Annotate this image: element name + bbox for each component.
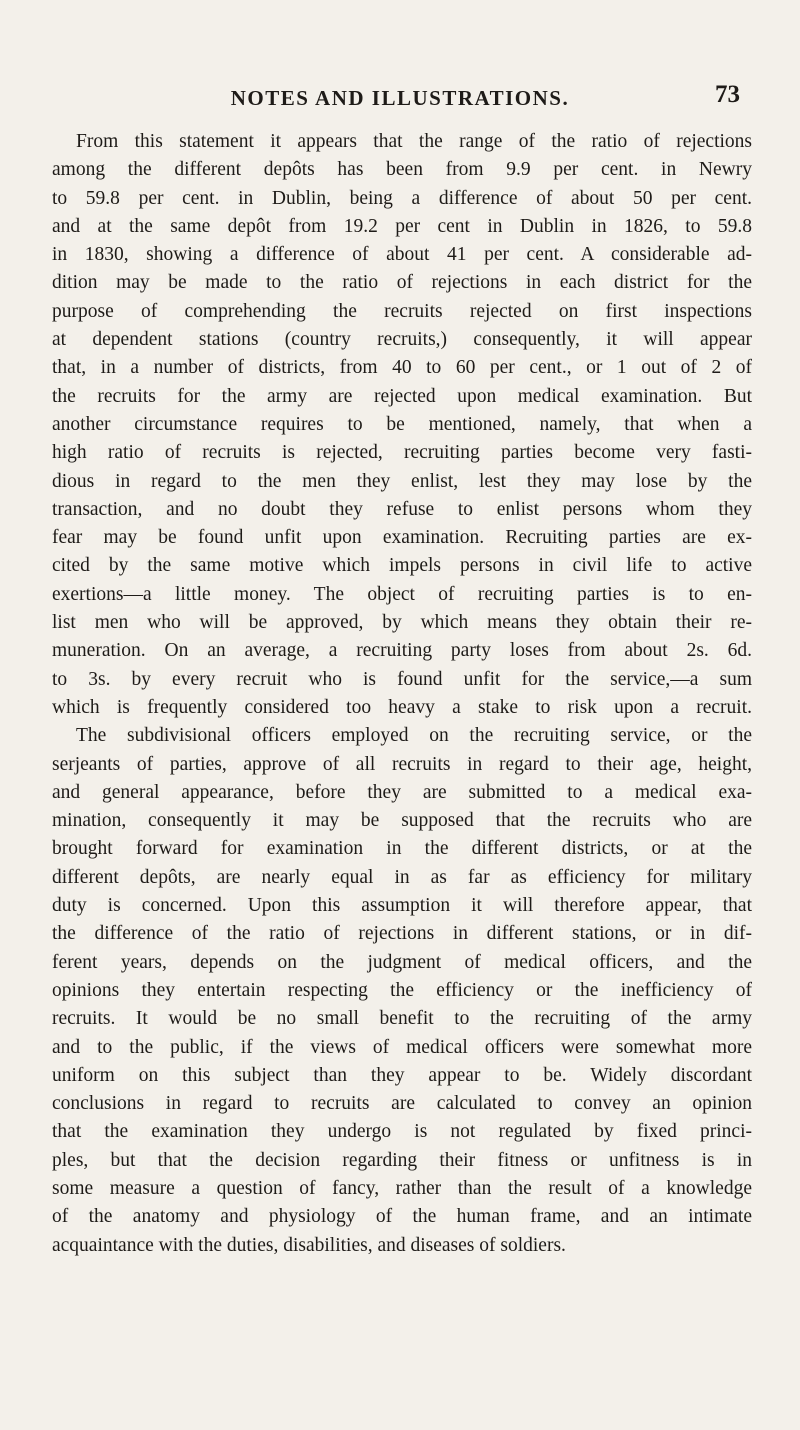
text-line: and to the public, if the views of medical officers were somewhat more bbox=[52, 1036, 752, 1058]
text-line: high ratio of recruits is rejected, recruiting parties become very fasti- bbox=[52, 442, 752, 464]
text-line: ples, but that the decision regarding their fitness or unfitness is in bbox=[52, 1149, 752, 1171]
text-line: conclusions in regard to recruits are calculated to convey an opinion bbox=[52, 1093, 752, 1115]
text-line: serjeants of parties, approve of all recruits in regard to their age, height, bbox=[52, 753, 752, 775]
text-line: mination, consequently it may be supposed that the recruits who are bbox=[52, 810, 752, 832]
text-line: that, in a number of districts, from 40 to 60 per cent., or 1 out of 2 of bbox=[52, 357, 752, 379]
text-line: different depôts, are nearly equal in as far as efficiency for military bbox=[52, 866, 752, 888]
text-line: acquaintance with the duties, disabilities, and diseases of soldiers. bbox=[52, 1234, 566, 1256]
text-line: ferent years, depends on the judgment of medical officers, and the bbox=[52, 951, 752, 973]
text-line: fear may be found unfit upon examination. Recruiting parties are ex- bbox=[52, 527, 752, 549]
text-line: duty is concerned. Upon this assumption it will therefore appear, that bbox=[52, 895, 752, 917]
text-line: brought forward for examination in the different districts, or at the bbox=[52, 838, 752, 860]
text-line: dious in regard to the men they enlist, lest they may lose by the bbox=[52, 470, 752, 492]
text-line: dition may be made to the ratio of rejections in each district for the bbox=[52, 272, 752, 294]
text-line: muneration. On an average, a recruiting party loses from about 2s. 6d. bbox=[52, 640, 752, 662]
text-line: purpose of comprehending the recruits rejected on first inspections bbox=[52, 300, 752, 322]
text-line: recruits. It would be no small benefit to the recruiting of the army bbox=[52, 1008, 752, 1030]
text-line: which is frequently considered too heavy a stake to risk upon a recruit. bbox=[52, 696, 752, 718]
text-line: to 59.8 per cent. in Dublin, being a difference of about 50 per cent. bbox=[52, 187, 752, 209]
text-line: cited by the same motive which impels persons in civil life to active bbox=[52, 555, 752, 577]
text-line: another circumstance requires to be mentioned, namely, that when a bbox=[52, 413, 752, 435]
text-line: some measure a question of fancy, rather than the result of a knowledge bbox=[52, 1177, 752, 1199]
page-number: 73 bbox=[715, 81, 740, 108]
text-line: in 1830, showing a difference of about 41 per cent. A considerable ad- bbox=[52, 244, 752, 266]
text-line: The subdivisional officers employed on the recruiting service, or the bbox=[76, 725, 752, 747]
text-line: uniform on this subject than they appear to be. Widely discordant bbox=[52, 1064, 752, 1086]
body-paragraph bbox=[52, 128, 752, 1260]
text-line: list men who will be approved, by which means they obtain their re- bbox=[52, 612, 752, 634]
text-line: to 3s. by every recruit who is found unfit for the service,—a sum bbox=[52, 668, 752, 690]
text-line: that the examination they undergo is not regulated by fixed princi- bbox=[52, 1121, 752, 1143]
text-line: exertions—a little money. The object of recruiting parties is to en- bbox=[52, 583, 752, 605]
text-line: and general appearance, before they are submitted to a medical exa- bbox=[52, 781, 752, 803]
text-line: From this statement it appears that the range of the ratio of rejections bbox=[76, 131, 752, 152]
text-line: the difference of the ratio of rejections in different stations, or in dif- bbox=[52, 923, 752, 945]
text-line: and at the same depôt from 19.2 per cent in Dublin in 1826, to 59.8 bbox=[52, 215, 752, 237]
text-line: at dependent stations (country recruits,) consequently, it will appear bbox=[52, 329, 752, 351]
text-line: the recruits for the army are rejected upon medical examination. But bbox=[52, 385, 752, 407]
text-line: opinions they entertain respecting the efficiency or the inefficiency of bbox=[52, 979, 752, 1001]
text-line: transaction, and no doubt they refuse to enlist persons whom they bbox=[52, 498, 752, 520]
text-line: of the anatomy and physiology of the human frame, and an intimate bbox=[52, 1206, 752, 1228]
text-line: among the different depôts has been from 9.9 per cent. in Newry bbox=[52, 159, 752, 181]
running-head: NOTES AND ILLUSTRATIONS. bbox=[230, 86, 570, 110]
